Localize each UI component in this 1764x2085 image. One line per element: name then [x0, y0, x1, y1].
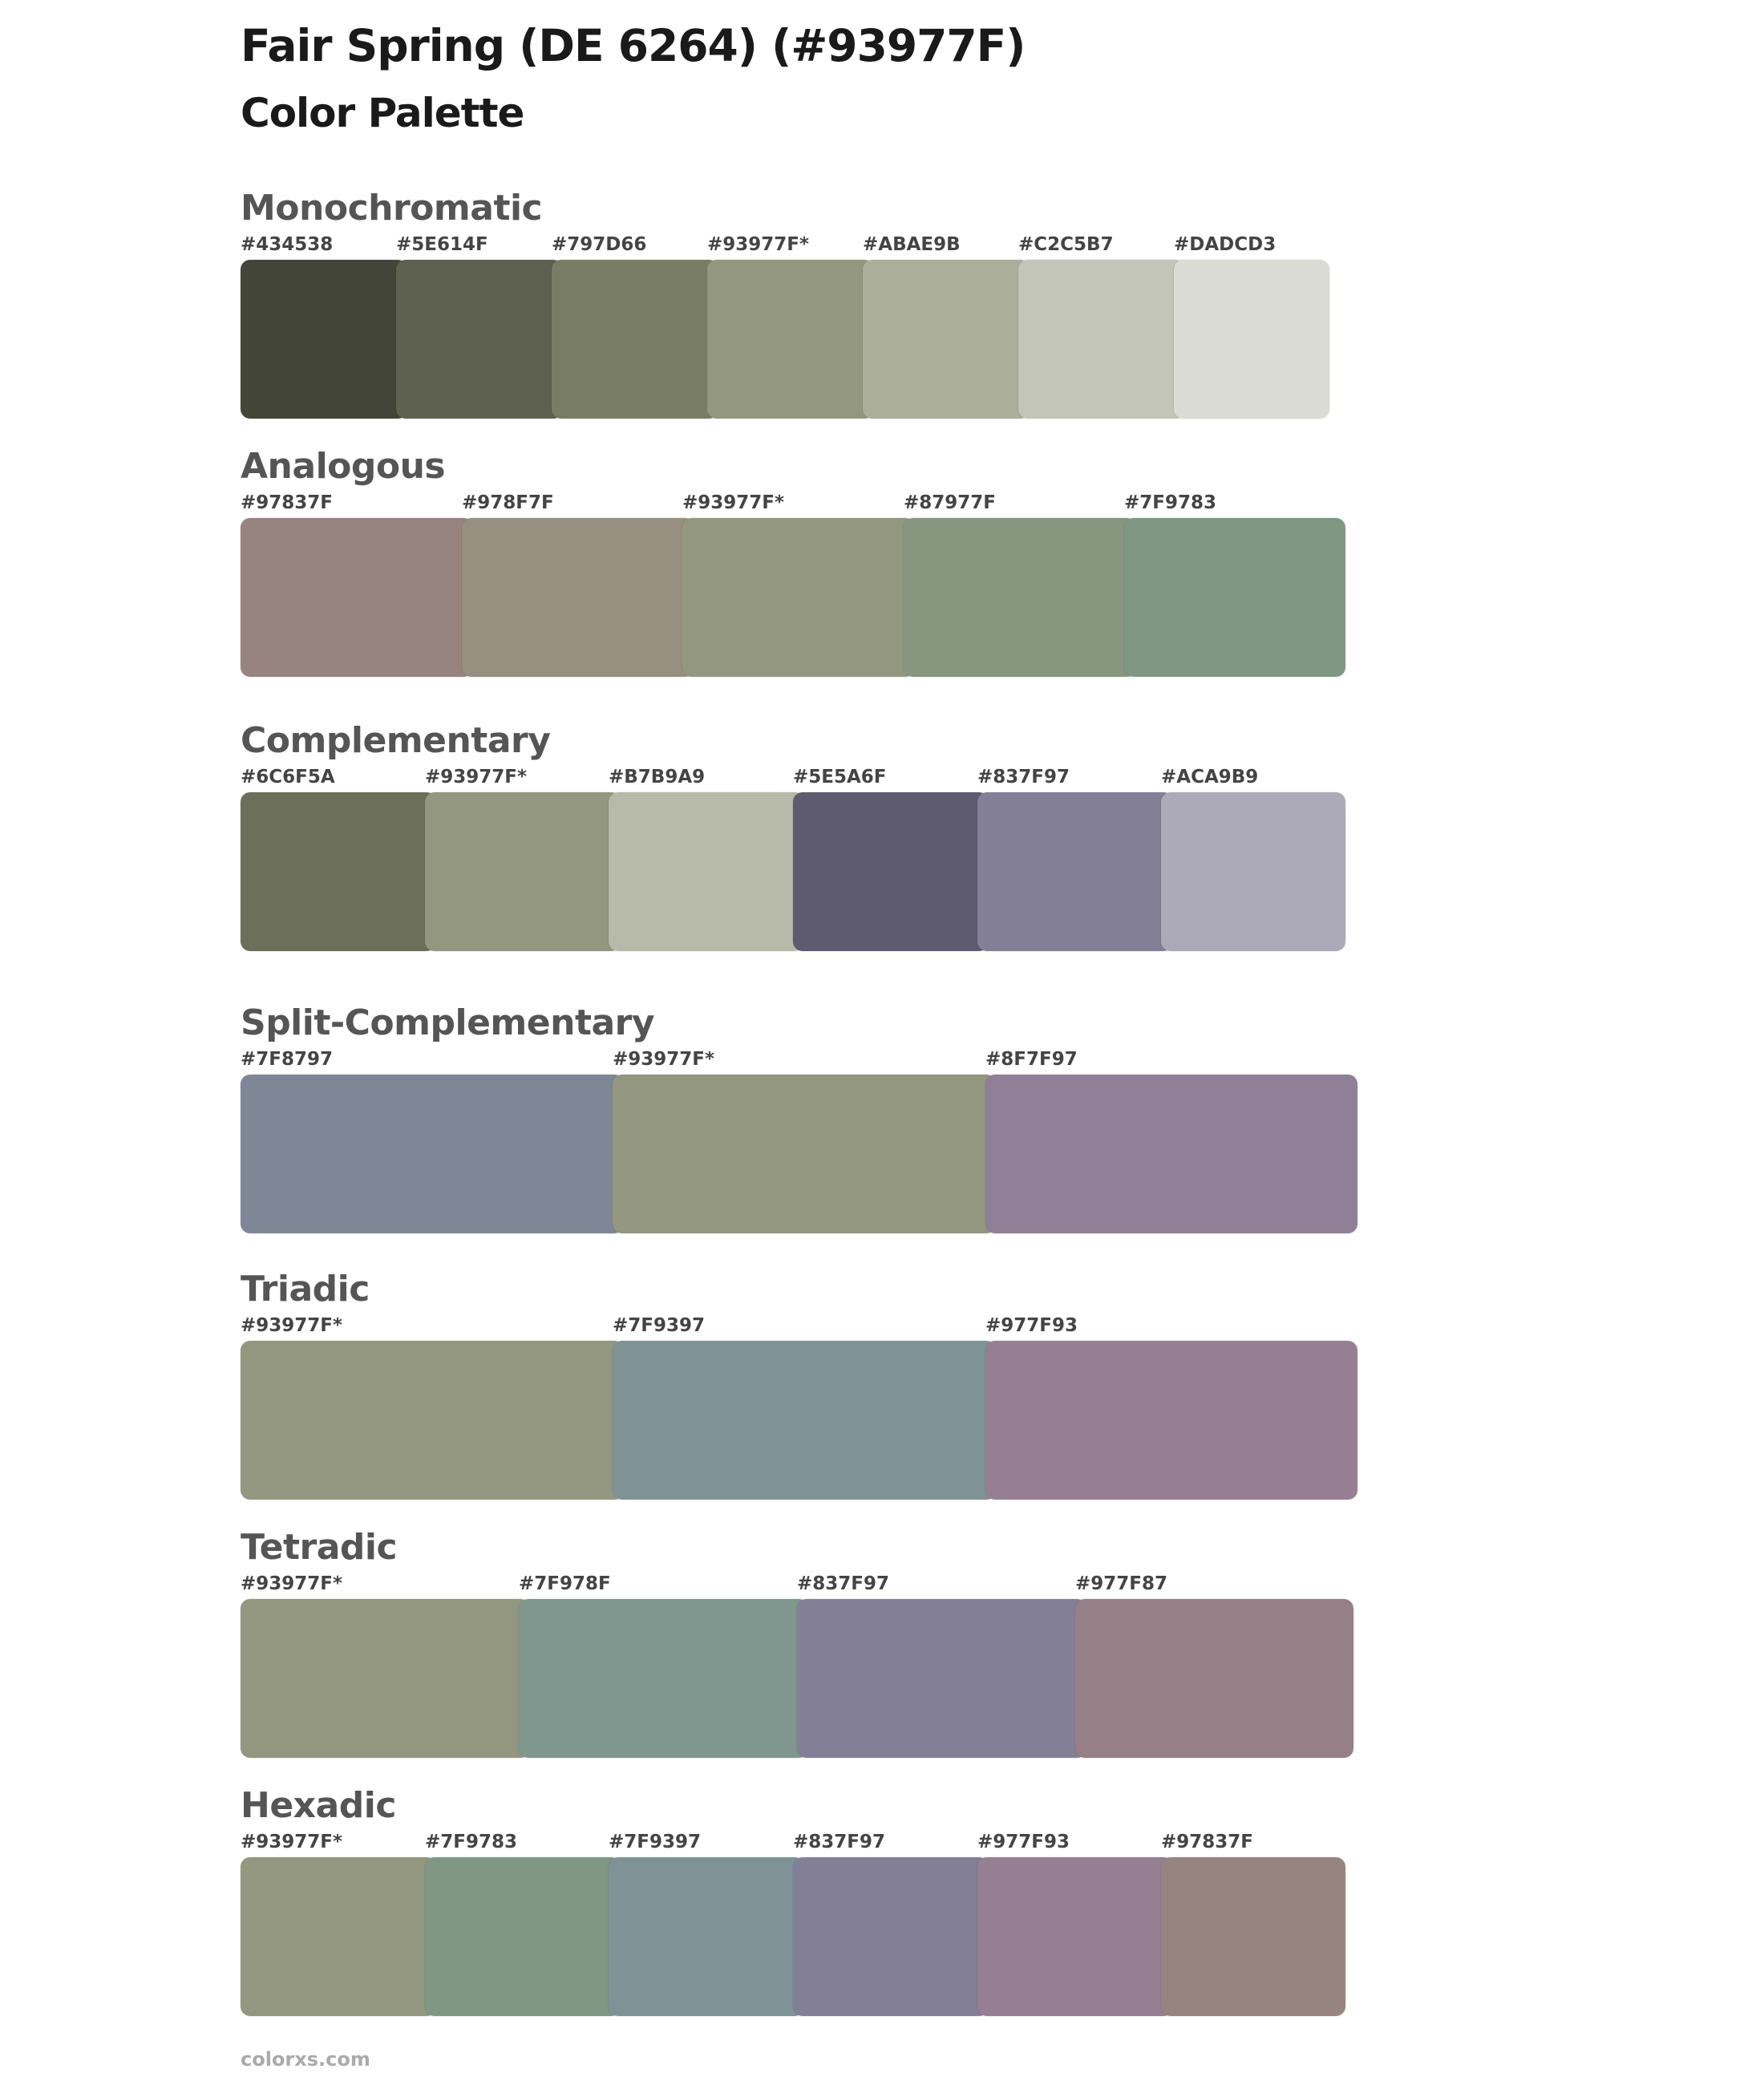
- hex-label: #C2C5B7: [1018, 234, 1114, 255]
- hex-label: #8F7F97: [985, 1049, 1078, 1070]
- swatch-row: [241, 260, 1329, 419]
- hex-label: #977F93: [977, 1832, 1070, 1852]
- page-subtitle: Color Palette: [241, 90, 524, 136]
- hex-label: #93977F*: [425, 767, 528, 787]
- hex-label-row: [241, 765, 1345, 789]
- hex-label: #7F9783: [425, 1832, 517, 1852]
- swatch-row: [241, 1341, 1357, 1500]
- hex-label: #7F9783: [1124, 492, 1216, 513]
- hex-label: #93977F*: [682, 492, 785, 513]
- color-swatch[interactable]: [985, 1341, 1357, 1500]
- color-swatch[interactable]: [519, 1599, 808, 1758]
- section-tetradic: [241, 1525, 1353, 1782]
- section-title: Split-Complementary: [241, 1002, 655, 1043]
- hex-label: #837F97: [977, 767, 1070, 787]
- hex-label: #93977F*: [241, 1315, 343, 1336]
- color-swatch[interactable]: [682, 518, 915, 677]
- color-swatch[interactable]: [425, 792, 621, 951]
- section-title: Hexadic: [241, 1785, 396, 1826]
- color-swatch[interactable]: [1075, 1599, 1353, 1758]
- color-swatch[interactable]: [863, 260, 1030, 419]
- swatch-row: [241, 518, 1345, 677]
- section-title: Triadic: [241, 1269, 370, 1310]
- color-swatch[interactable]: [462, 518, 694, 677]
- section-monochromatic: [241, 186, 1329, 443]
- hex-label: #5E614F: [396, 234, 488, 255]
- section-analogous: [241, 444, 1345, 701]
- color-swatch[interactable]: [1174, 260, 1329, 419]
- hex-label-row: [241, 1830, 1345, 1854]
- section-title: Analogous: [241, 446, 446, 487]
- color-swatch[interactable]: [613, 1341, 996, 1500]
- hex-label: #978F7F: [462, 492, 554, 513]
- hex-label: #93977F*: [613, 1049, 715, 1070]
- hex-label: #DADCD3: [1174, 234, 1276, 255]
- hex-label: #93977F*: [707, 234, 810, 255]
- hex-label-row: [241, 1572, 1353, 1596]
- hex-label: #434538: [241, 234, 334, 255]
- hex-label: #87977F: [904, 492, 996, 513]
- hex-label: #93977F*: [241, 1573, 343, 1594]
- color-swatch[interactable]: [793, 1857, 989, 2016]
- hex-label: #7F8797: [241, 1049, 333, 1070]
- hex-label: #97837F: [1161, 1832, 1253, 1852]
- hex-label-row: [241, 233, 1329, 257]
- color-swatch[interactable]: [1124, 518, 1345, 677]
- swatch-row: [241, 792, 1345, 951]
- section-triadic: [241, 1267, 1357, 1524]
- color-swatch[interactable]: [977, 792, 1173, 951]
- color-swatch[interactable]: [241, 1599, 530, 1758]
- hex-label-row: [241, 1047, 1357, 1071]
- color-swatch[interactable]: [241, 1857, 436, 2016]
- color-swatch[interactable]: [1161, 1857, 1345, 2016]
- hex-label: #837F97: [793, 1832, 885, 1852]
- swatch-row: [241, 1857, 1345, 2016]
- page-title: Fair Spring (DE 6264) (#93977F): [241, 20, 1026, 71]
- section-complementary: [241, 719, 1345, 975]
- color-swatch[interactable]: [1161, 792, 1345, 951]
- hex-label: #93977F*: [241, 1832, 343, 1852]
- footer-site-name: colorxs.com: [241, 2048, 370, 2071]
- hex-label: #B7B9A9: [609, 767, 706, 787]
- color-swatch[interactable]: [241, 518, 473, 677]
- hex-label: #837F97: [797, 1573, 889, 1594]
- color-swatch[interactable]: [904, 518, 1136, 677]
- swatch-row: [241, 1599, 1353, 1758]
- hex-label: #977F93: [985, 1315, 1078, 1336]
- hex-label-row: [241, 1314, 1357, 1338]
- section-hexadic: [241, 1783, 1345, 2040]
- color-swatch[interactable]: [793, 792, 989, 951]
- color-swatch[interactable]: [1018, 260, 1185, 419]
- hex-label: #5E5A6F: [793, 767, 887, 787]
- color-swatch[interactable]: [609, 792, 804, 951]
- hex-label: #97837F: [241, 492, 333, 513]
- color-swatch[interactable]: [425, 1857, 621, 2016]
- hex-label: #797D66: [552, 234, 647, 255]
- color-swatch[interactable]: [241, 1341, 624, 1500]
- color-swatch[interactable]: [241, 792, 436, 951]
- section-title: Complementary: [241, 720, 551, 761]
- color-swatch[interactable]: [797, 1599, 1086, 1758]
- hex-label: #977F87: [1075, 1573, 1167, 1594]
- hex-label: #6C6F5A: [241, 767, 335, 787]
- hex-label: #ACA9B9: [1161, 767, 1259, 787]
- color-swatch[interactable]: [241, 260, 407, 419]
- color-swatch[interactable]: [613, 1075, 996, 1233]
- section-split-complementary: [241, 1001, 1357, 1257]
- hex-label: #7F978F: [519, 1573, 611, 1594]
- color-swatch[interactable]: [241, 1075, 624, 1233]
- swatch-row: [241, 1075, 1357, 1233]
- color-swatch[interactable]: [609, 1857, 804, 2016]
- hex-label: #ABAE9B: [863, 234, 961, 255]
- color-swatch[interactable]: [396, 260, 563, 419]
- color-swatch[interactable]: [985, 1075, 1357, 1233]
- hex-label-row: [241, 491, 1345, 515]
- color-swatch[interactable]: [552, 260, 718, 419]
- hex-label: #7F9397: [609, 1832, 701, 1852]
- section-title: Tetradic: [241, 1527, 398, 1568]
- section-title: Monochromatic: [241, 188, 543, 229]
- color-swatch[interactable]: [707, 260, 874, 419]
- color-swatch[interactable]: [977, 1857, 1173, 2016]
- hex-label: #7F9397: [613, 1315, 705, 1336]
